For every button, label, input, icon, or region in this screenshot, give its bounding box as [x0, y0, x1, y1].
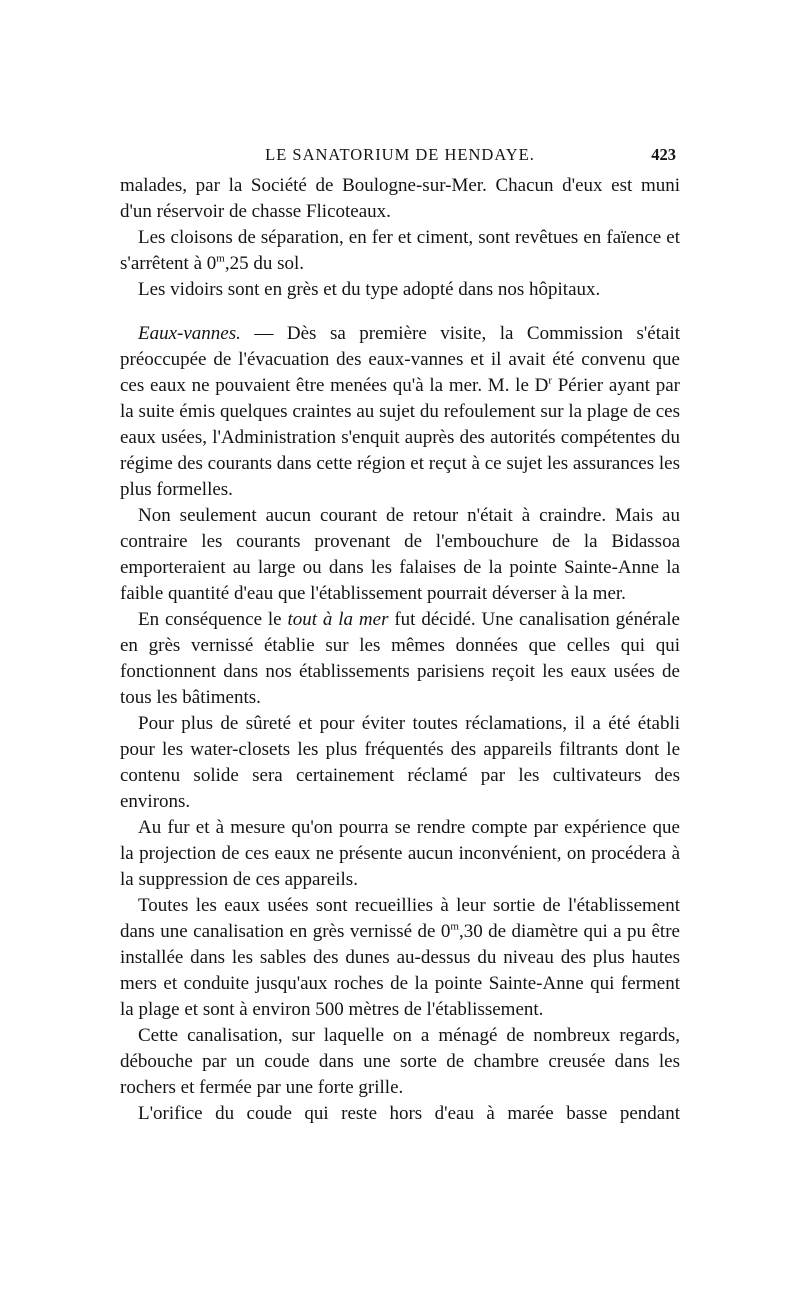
paragraph-6-text-a: En conséquence le	[138, 609, 288, 630]
paragraph-9-text-a: Toutes les eaux usées sont recueillies à leur sortie de l'établissement dans une canalisation en grès vernissé de 0	[120, 895, 680, 942]
paragraph-2	[120, 225, 680, 277]
paragraph-10: Cette canalisation, sur laquelle on a ménagé de nombreux regards, débouche par un coude dans une sorte de chambre creusée dans les rochers et fermée par une forte grille.	[120, 1025, 680, 1098]
paragraph-5: Non seulement aucun courant de retour n'était à craindre. Mais au contraire les courants provenant de l'embouchure de la Bidassoa emporteraient au large ou dans les falaises de la pointe Sainte-Anne la faible quantité d'eau que l'établissement pourrait déverser à la mer.	[120, 505, 680, 604]
unit-superscript: m	[450, 920, 459, 933]
paragraph-9	[120, 893, 680, 1023]
paragraph-2-text-a: Les cloisons de séparation, en fer et ciment, sont revêtues en faïence et s'arrêtent à 0	[120, 227, 680, 274]
running-title: LE SANATORIUM DE HENDAYE.	[265, 145, 535, 164]
paragraph-9-text-b: ,30 de diamètre qui a pu être installée dans les sables des dunes au-dessus du niveau des plus hautes mers et conduite jusqu'aux roches de la pointe Sainte-Anne qui ferment la plage et sont à environ 500 mètres de l'établissement.	[120, 921, 680, 1020]
paragraph-3: Les vidoirs sont en grès et du type adopté dans nos hôpitaux.	[138, 279, 601, 300]
paragraph-6-text-b: fut décidé. Une canalisation générale en grès vernissé établie sur les mêmes données que celles qui qui fonctionnent dans nos établissements parisiens reçoit les eaux usées de tous les bâtiments.	[120, 609, 680, 708]
unit-superscript: m	[216, 252, 225, 265]
paragraph-4-text-b: Périer ayant par la suite émis quelques craintes au sujet du refoulement sur la plage de ces eaux usées, l'Administration s'enquit auprès des autorités compétentes du régime des courants dans cette région et reçut à ce sujet les assurances les plus formelles.	[120, 375, 680, 500]
paragraph-6	[120, 607, 680, 711]
section-heading: Eaux-vannes.	[138, 323, 241, 344]
body-text	[120, 173, 680, 1127]
paragraph-8: Au fur et à mesure qu'on pourra se rendre compte par expérience que la projection de ces eaux ne présente aucun inconvénient, on procédera à la suppression de ces appareils.	[120, 817, 680, 890]
paragraph-11: L'orifice du coude qui reste hors d'eau à marée basse pendant	[138, 1103, 680, 1124]
page-header	[120, 145, 680, 169]
page-number: 423	[651, 145, 676, 164]
italic-phrase: tout à la mer	[287, 609, 389, 630]
paragraph-2-text-b: ,25 du sol.	[224, 253, 305, 274]
paragraph-1: malades, par la Société de Boulogne-sur-Mer. Chacun d'eux est muni d'un réservoir de chasse Flicoteaux.	[120, 175, 680, 222]
title-superscript: r	[548, 374, 553, 387]
paragraph-eaux-vannes	[120, 321, 680, 503]
paragraph-4-text-a: — Dès sa première visite, la Commission s'était préoccupée de l'évacuation des eaux-vannes et il avait été convenu que ces eaux ne pouvaient être menées qu'à la mer. M. le D	[120, 323, 680, 396]
paragraph-7: Pour plus de sûreté et pour éviter toutes réclamations, il a été établi pour les water-closets les plus fréquentés des appareils filtrants dont le contenu solide sera certainement réclamé par les cultivateurs des environs.	[120, 713, 680, 812]
